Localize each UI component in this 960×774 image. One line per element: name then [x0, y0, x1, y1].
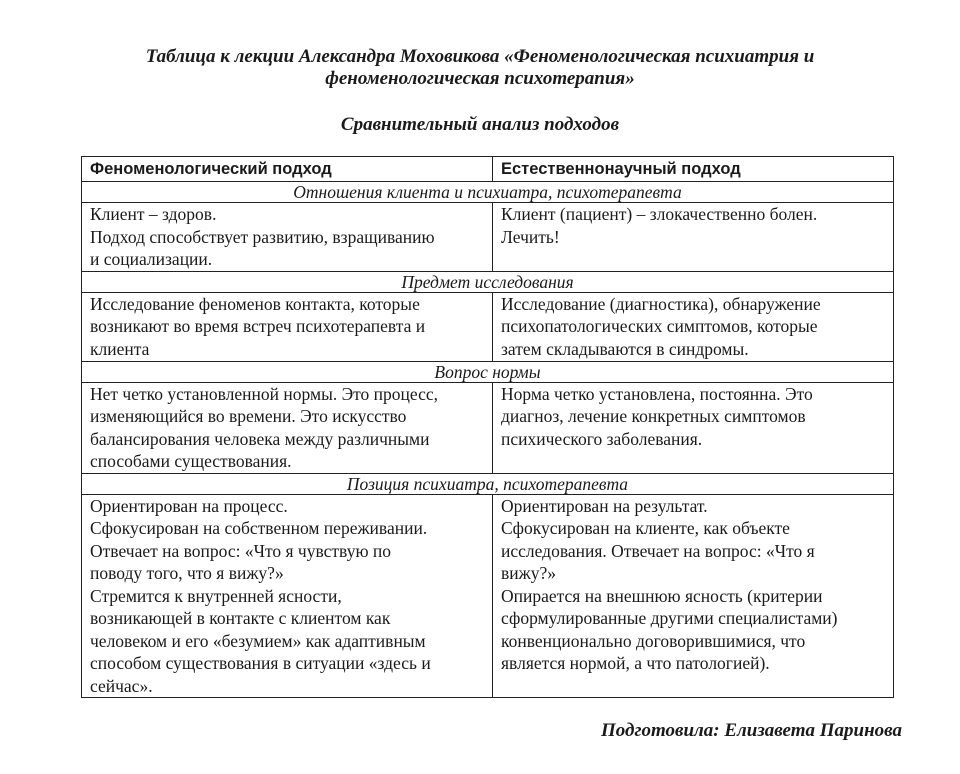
section-row	[82, 473, 894, 494]
column-header-natural-science: Естественнонаучный подход	[493, 157, 894, 182]
section-title-norm: Вопрос нормы	[82, 361, 894, 382]
document-subtitle: Сравнительный анализ подходов	[340, 114, 620, 135]
document-title-line-2: феноменологическая психотерапия»	[325, 68, 635, 89]
section-row	[82, 361, 894, 382]
cell-natural-science-norm: Норма четко установлена, постоянна. Это диагноз, лечение конкретных симптомов психического заболевания.	[493, 382, 894, 473]
table-row	[82, 494, 894, 698]
section-title-subject: Предмет исследования	[82, 271, 894, 292]
comparison-table	[81, 156, 894, 698]
table-row	[82, 382, 894, 473]
cell-phenomenological-norm: Нет четко установленной нормы. Это процесс, изменяющийся во времени. Это искусство балансирования человека между различными способами существования.	[82, 382, 493, 473]
author-signature: Подготовила: Елизавета Паринова	[600, 720, 902, 741]
cell-natural-science-relations: Клиент (пациент) – злокачественно болен. Лечить!	[493, 203, 894, 272]
cell-natural-science-subject: Исследование (диагностика), обнаружение психопатологических симптомов, которые затем складываются в синдромы.	[493, 292, 894, 361]
document-title-line-1: Таблица к лекции Александра Моховикова «Феноменологическая психиатрия и	[145, 46, 815, 67]
table-row	[82, 203, 894, 272]
column-header-phenomenological: Феноменологический подход	[82, 157, 493, 182]
table-header-row	[82, 157, 894, 182]
cell-natural-science-position: Ориентирован на результат. Сфокусирован на клиенте, как объекте исследования. Отвечает на вопрос: «Что я вижу?» Опирается на внешнюю ясность (критерии сформулированные другими специалистами) конвенционально договорившимися, что является нормой, а что патологией).	[493, 494, 894, 698]
section-title-relations: Отношения клиента и психиатра, психотерапевта	[82, 182, 894, 203]
cell-phenomenological-relations: Клиент – здоров. Подход способствует развитию, взращиванию и социализации.	[82, 203, 493, 272]
cell-phenomenological-subject: Исследование феноменов контакта, которые возникают во время встреч психотерапевта и клиента	[82, 292, 493, 361]
section-row	[82, 182, 894, 203]
table-row	[82, 292, 894, 361]
cell-phenomenological-position: Ориентирован на процесс. Сфокусирован на собственном переживании. Отвечает на вопрос: «Что я чувствую по поводу того, что я вижу?» Стремится к внутренней ясности, возникающей в контакте с клиентом как человеком и его «безумием» как адаптивным способом существования в ситуации «здесь и сейчас».	[82, 494, 493, 698]
section-title-position: Позиция психиатра, психотерапевта	[82, 473, 894, 494]
section-row	[82, 271, 894, 292]
